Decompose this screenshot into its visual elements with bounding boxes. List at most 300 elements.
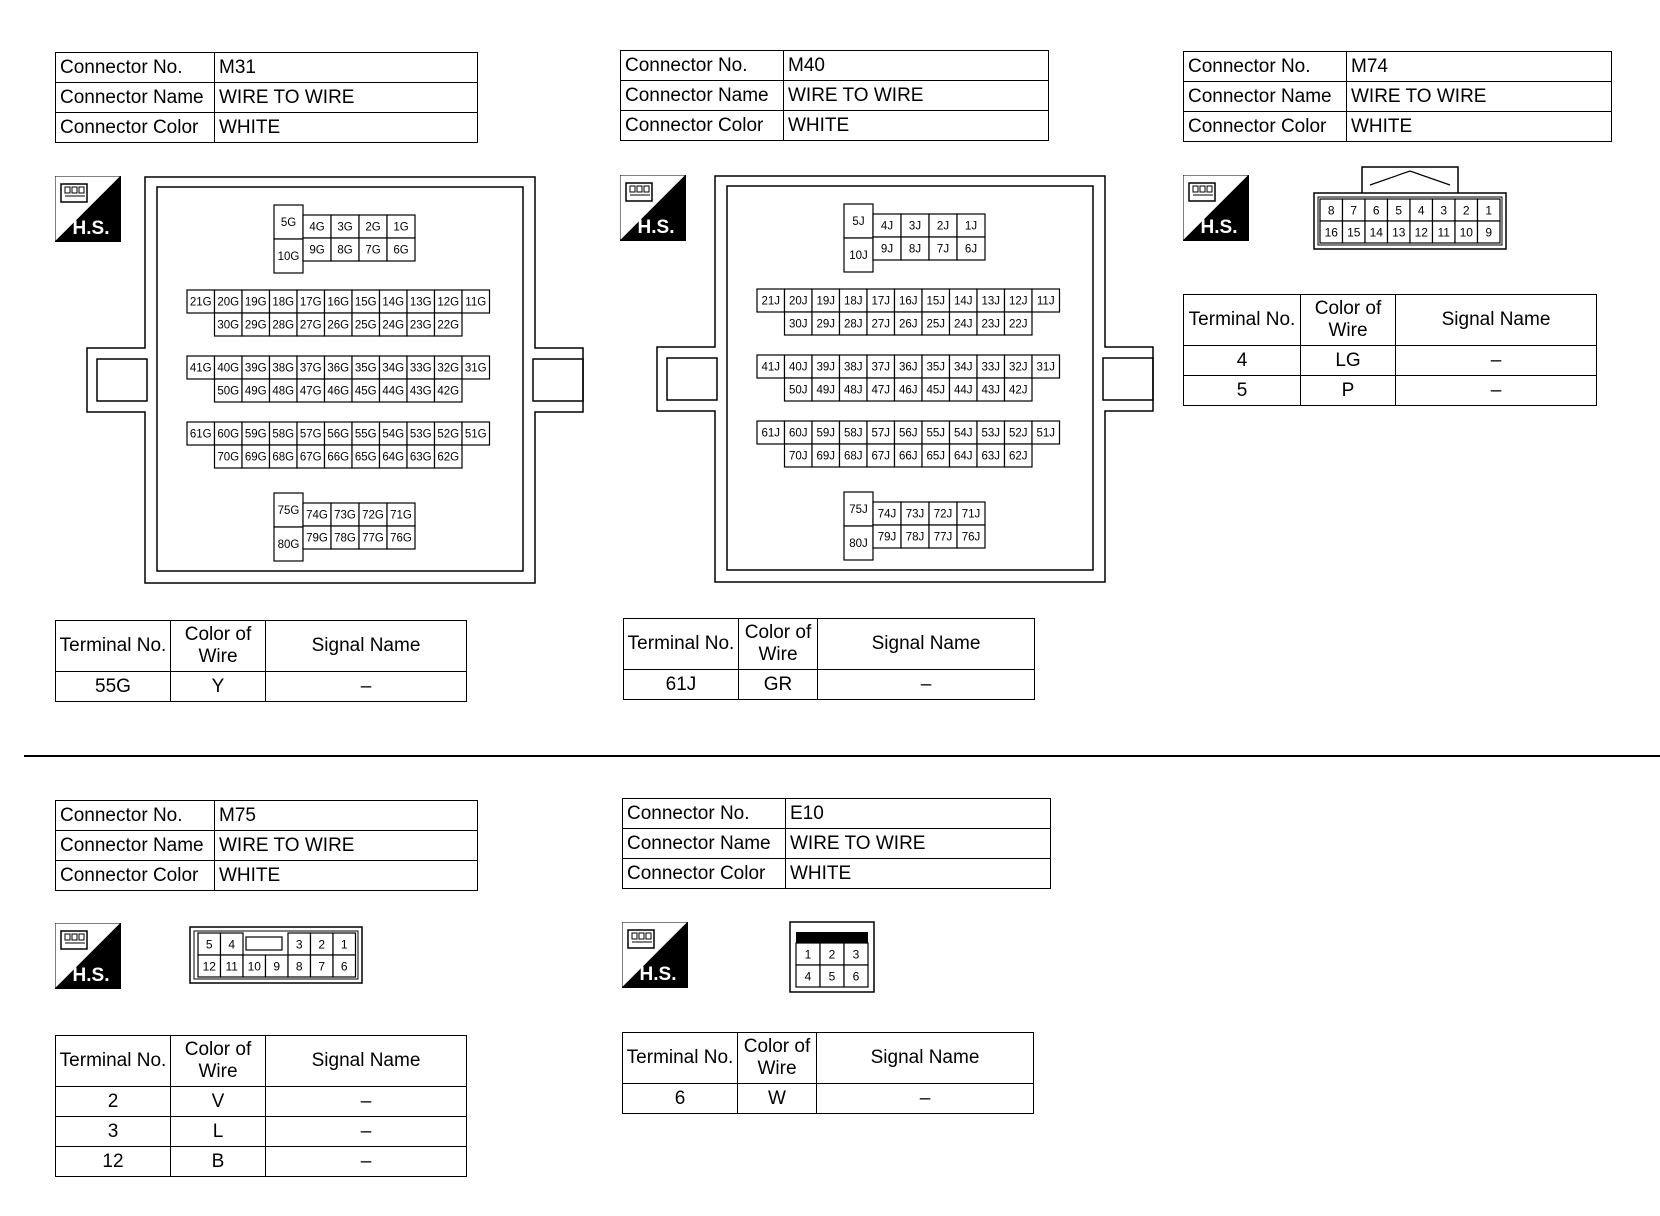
svg-text:H.S.: H.S. bbox=[637, 217, 675, 238]
terminal-pin bbox=[1320, 199, 1343, 221]
connector-m74 bbox=[1183, 51, 1612, 142]
terminal-pin-label: 49G bbox=[244, 385, 267, 398]
terminal-pin bbox=[187, 356, 215, 379]
header-signal-name: Signal Name bbox=[1396, 295, 1597, 346]
terminal-pin bbox=[407, 313, 435, 336]
terminal-no-cell: 3 bbox=[56, 1117, 171, 1147]
header-signal-name: Signal Name bbox=[266, 1036, 467, 1087]
terminal-pin-label: 9 bbox=[1485, 225, 1493, 240]
terminal-pin-label: 74J bbox=[877, 508, 897, 521]
connector-info-table bbox=[1183, 51, 1612, 142]
terminal-pin-label: 58G bbox=[272, 428, 295, 441]
terminal-pin-label: 54J bbox=[953, 427, 973, 440]
terminal-pin bbox=[950, 421, 978, 444]
terminal-pin-label: 56G bbox=[327, 428, 350, 441]
label-connector-color: Connector Color bbox=[621, 111, 784, 141]
terminal-pin bbox=[462, 356, 490, 379]
terminal-pin-label: 24G bbox=[382, 319, 405, 332]
terminal-pin-label: 8 bbox=[295, 959, 303, 974]
terminal-pin bbox=[1032, 421, 1060, 444]
terminal-pin bbox=[1478, 199, 1501, 221]
terminal-pin-label: 77G bbox=[362, 532, 384, 545]
terminal-pin bbox=[274, 493, 303, 527]
connector-no-value: M74 bbox=[1347, 52, 1612, 82]
terminal-pin bbox=[198, 933, 221, 955]
table-row bbox=[56, 1117, 467, 1147]
terminal-pin-label: 13J bbox=[981, 295, 1001, 308]
label-connector-name: Connector Name bbox=[56, 831, 215, 861]
terminal-pin-label: 43J bbox=[981, 384, 1001, 397]
terminal-pin-label: 62J bbox=[1008, 450, 1028, 463]
terminal-pin bbox=[435, 379, 463, 402]
svg-text:H.S.: H.S. bbox=[72, 218, 110, 239]
terminal-pin bbox=[1343, 199, 1366, 221]
terminal-pin bbox=[922, 289, 950, 312]
terminal-no-cell: 2 bbox=[56, 1087, 171, 1117]
wire-color-cell: GR bbox=[739, 670, 818, 700]
label-connector-no: Connector No. bbox=[56, 53, 215, 83]
terminal-pin bbox=[303, 503, 331, 526]
terminal-pin bbox=[929, 502, 957, 525]
terminal-pin bbox=[242, 290, 270, 313]
terminal-pin bbox=[215, 422, 243, 445]
terminal-table-m75 bbox=[55, 1035, 467, 1177]
terminal-pin-label: 67G bbox=[299, 451, 322, 464]
terminal-pin bbox=[873, 502, 901, 525]
terminal-pin-label: 59J bbox=[816, 427, 836, 440]
terminal-pin-label: 19J bbox=[816, 295, 836, 308]
terminal-pin-label: 24J bbox=[953, 318, 973, 331]
terminal-pin bbox=[844, 238, 873, 272]
header-signal-name: Signal Name bbox=[817, 1033, 1034, 1084]
terminal-pin-label: 10 bbox=[247, 959, 261, 974]
terminal-pin bbox=[215, 313, 243, 336]
terminal-pin bbox=[303, 526, 331, 549]
label-connector-color: Connector Color bbox=[56, 861, 215, 891]
table-row bbox=[1184, 376, 1597, 406]
terminal-pin bbox=[288, 955, 311, 977]
terminal-pin bbox=[1343, 221, 1366, 243]
terminal-pin-label: 52J bbox=[1008, 427, 1028, 440]
terminal-pin bbox=[1005, 421, 1033, 444]
terminal-pin bbox=[1410, 221, 1433, 243]
harness-side-icon bbox=[1183, 175, 1249, 241]
terminal-pin-label: 71G bbox=[390, 509, 412, 522]
terminal-pin-label: 10 bbox=[1459, 225, 1473, 240]
terminal-pin-label: 51J bbox=[1036, 427, 1056, 440]
terminal-table-header bbox=[56, 621, 467, 672]
terminal-pin bbox=[901, 237, 929, 260]
header-color-of-wire: Color of Wire bbox=[171, 621, 266, 672]
terminal-pin bbox=[198, 955, 221, 977]
connector-m75 bbox=[55, 800, 478, 891]
header-signal-name: Signal Name bbox=[266, 621, 467, 672]
terminal-pin-label: 20G bbox=[217, 296, 240, 309]
terminal-pin-label: 47G bbox=[299, 385, 322, 398]
wire-color-cell: L bbox=[171, 1117, 266, 1147]
terminal-pin-label: 79G bbox=[306, 532, 328, 545]
terminal-pin bbox=[873, 525, 901, 548]
label-connector-name: Connector Name bbox=[56, 83, 215, 113]
terminal-pin bbox=[812, 444, 840, 467]
terminal-pin bbox=[333, 955, 356, 977]
terminal-pin-label: 29G bbox=[244, 319, 267, 332]
terminal-pin bbox=[812, 355, 840, 378]
terminal-pin bbox=[435, 313, 463, 336]
terminal-pin bbox=[785, 355, 813, 378]
label-connector-no: Connector No. bbox=[623, 799, 786, 829]
terminal-pin-label: 54G bbox=[382, 428, 405, 441]
terminal-pin-label: 52G bbox=[437, 428, 460, 441]
terminal-pin-label: 44J bbox=[953, 384, 973, 397]
terminal-pin bbox=[435, 445, 463, 468]
terminal-pin bbox=[215, 356, 243, 379]
terminal-pin bbox=[242, 356, 270, 379]
terminal-pin bbox=[1455, 221, 1478, 243]
section-divider bbox=[24, 755, 1660, 757]
terminal-pin-label: 15J bbox=[926, 295, 946, 308]
terminal-pin bbox=[1005, 312, 1033, 335]
terminal-pin-label: 42G bbox=[437, 385, 460, 398]
terminal-pin-label: 3J bbox=[908, 220, 922, 233]
label-connector-name: Connector Name bbox=[623, 829, 786, 859]
terminal-pin-label: 2 bbox=[318, 937, 326, 952]
terminal-pin-label: 36J bbox=[898, 361, 918, 374]
terminal-pin bbox=[243, 955, 266, 977]
terminal-pin bbox=[325, 445, 353, 468]
terminal-pin bbox=[957, 214, 985, 237]
terminal-pin bbox=[325, 422, 353, 445]
terminal-pin bbox=[266, 955, 289, 977]
terminal-pin-label: 19G bbox=[244, 296, 267, 309]
signal-name-cell: – bbox=[1396, 376, 1597, 406]
terminal-pin bbox=[840, 289, 868, 312]
terminal-pin bbox=[387, 238, 415, 261]
terminal-pin-label: 61G bbox=[189, 428, 212, 441]
terminal-pin bbox=[895, 355, 923, 378]
terminal-pin-label: 45J bbox=[926, 384, 946, 397]
terminal-pin-label: 14 bbox=[1369, 225, 1383, 240]
terminal-pin bbox=[242, 422, 270, 445]
harness-side-icon bbox=[622, 922, 688, 988]
terminal-pin-label: 12G bbox=[437, 296, 460, 309]
header-color-of-wire: Color of Wire bbox=[1301, 295, 1396, 346]
terminal-pin bbox=[977, 444, 1005, 467]
terminal-pin-label: 17J bbox=[871, 295, 891, 308]
terminal-pin-label: 11G bbox=[465, 296, 487, 309]
terminal-pin bbox=[297, 422, 325, 445]
connector-info-table bbox=[622, 798, 1051, 889]
terminal-pin bbox=[352, 356, 380, 379]
terminal-pin-label: 76G bbox=[390, 532, 412, 545]
terminal-table-header bbox=[56, 1036, 467, 1087]
terminal-pin bbox=[462, 422, 490, 445]
terminal-pin-label: 5 bbox=[1395, 203, 1403, 218]
terminal-pin-label: 7J bbox=[936, 243, 950, 256]
terminal-pin-label: 21J bbox=[761, 295, 781, 308]
connector-name-value: WIRE TO WIRE bbox=[786, 829, 1051, 859]
terminal-pin-label: 56J bbox=[898, 427, 918, 440]
terminal-pin-label: 64J bbox=[953, 450, 973, 463]
terminal-pin-label: 64G bbox=[382, 451, 405, 464]
terminal-table-m31 bbox=[55, 620, 467, 702]
header-color-of-wire: Color of Wire bbox=[171, 1036, 266, 1087]
terminal-pin-label: 60J bbox=[788, 427, 808, 440]
terminal-pin bbox=[215, 379, 243, 402]
connector-e10 bbox=[622, 798, 1051, 889]
terminal-pin bbox=[812, 312, 840, 335]
terminal-pin bbox=[785, 421, 813, 444]
terminal-pin bbox=[895, 444, 923, 467]
terminal-pin bbox=[1410, 199, 1433, 221]
terminal-table-header bbox=[1184, 295, 1597, 346]
terminal-pin bbox=[901, 214, 929, 237]
terminal-pin bbox=[380, 290, 408, 313]
terminal-pin-label: 42J bbox=[1008, 384, 1028, 397]
terminal-pin-label: 3 bbox=[295, 937, 303, 952]
terminal-pin-label: 33G bbox=[409, 362, 432, 375]
terminal-pin bbox=[288, 933, 311, 955]
terminal-pin bbox=[867, 312, 895, 335]
terminal-pin bbox=[867, 421, 895, 444]
connector-no-value: M31 bbox=[215, 53, 478, 83]
terminal-pin-label: 5 bbox=[828, 969, 836, 984]
connector-info-table bbox=[55, 800, 478, 891]
terminal-pin-label: 35G bbox=[354, 362, 377, 375]
terminal-pin bbox=[820, 943, 844, 965]
terminal-pin bbox=[1365, 221, 1388, 243]
table-row bbox=[56, 1087, 467, 1117]
terminal-pin bbox=[929, 525, 957, 548]
label-connector-no: Connector No. bbox=[621, 51, 784, 81]
terminal-pin bbox=[895, 289, 923, 312]
terminal-pin bbox=[1005, 289, 1033, 312]
terminal-pin-label: 14G bbox=[382, 296, 405, 309]
locking-tab bbox=[796, 932, 868, 943]
terminal-pin-label: 27J bbox=[871, 318, 891, 331]
terminal-pin-label: 4 bbox=[804, 969, 812, 984]
terminal-pin bbox=[873, 237, 901, 260]
terminal-pin bbox=[844, 204, 873, 238]
terminal-pin bbox=[950, 355, 978, 378]
terminal-pin bbox=[901, 525, 929, 548]
terminal-pin-label: 45G bbox=[354, 385, 377, 398]
header-signal-name: Signal Name bbox=[818, 619, 1035, 670]
terminal-pin-label: 11 bbox=[1437, 225, 1450, 240]
terminal-pin-label: 9 bbox=[273, 959, 281, 974]
terminal-pin-label: 65J bbox=[926, 450, 946, 463]
terminal-pin-label: 66G bbox=[327, 451, 350, 464]
terminal-pin bbox=[950, 444, 978, 467]
terminal-pin-label: 38G bbox=[272, 362, 295, 375]
terminal-pin-label: 33J bbox=[981, 361, 1001, 374]
terminal-pin-label: 26G bbox=[327, 319, 350, 332]
header-terminal-no: Terminal No. bbox=[56, 1036, 171, 1087]
label-connector-no: Connector No. bbox=[56, 801, 215, 831]
svg-text:H.S.: H.S. bbox=[1200, 217, 1238, 238]
terminal-pin-label: 36G bbox=[327, 362, 350, 375]
terminal-pin-label: 9J bbox=[880, 243, 894, 256]
table-row bbox=[56, 1147, 467, 1177]
terminal-pin bbox=[840, 312, 868, 335]
locking-slot bbox=[246, 937, 282, 950]
terminal-pin bbox=[297, 356, 325, 379]
terminal-pin bbox=[352, 445, 380, 468]
connector-name-value: WIRE TO WIRE bbox=[215, 83, 478, 113]
terminal-table-e10 bbox=[622, 1032, 1034, 1114]
terminal-pin bbox=[380, 422, 408, 445]
terminal-pin bbox=[331, 503, 359, 526]
terminal-pin-label: 61J bbox=[761, 427, 781, 440]
header-terminal-no: Terminal No. bbox=[1184, 295, 1301, 346]
terminal-pin-label: 68G bbox=[272, 451, 295, 464]
terminal-pin-label: 37J bbox=[871, 361, 891, 374]
terminal-pin bbox=[325, 379, 353, 402]
terminal-pin bbox=[757, 421, 785, 444]
terminal-pin bbox=[1388, 221, 1411, 243]
wire-color-cell: B bbox=[171, 1147, 266, 1177]
terminal-pin-label: 1G bbox=[393, 221, 409, 234]
terminal-pin bbox=[359, 503, 387, 526]
terminal-pin-label: 49J bbox=[816, 384, 836, 397]
terminal-pin bbox=[1005, 378, 1033, 401]
terminal-pin-label: 43G bbox=[409, 385, 432, 398]
terminal-pin bbox=[380, 356, 408, 379]
terminal-pin-label: 4 bbox=[228, 937, 236, 952]
terminal-pin bbox=[796, 943, 820, 965]
connector-name-value: WIRE TO WIRE bbox=[215, 831, 478, 861]
terminal-pin-label: 25J bbox=[926, 318, 946, 331]
svg-text:H.S.: H.S. bbox=[72, 965, 110, 986]
terminal-pin-label: 4G bbox=[309, 221, 325, 234]
terminal-pin-label: 69J bbox=[816, 450, 836, 463]
terminal-pin-label: 23J bbox=[981, 318, 1001, 331]
terminal-pin-label: 44G bbox=[382, 385, 405, 398]
terminal-pin bbox=[929, 237, 957, 260]
wire-color-cell: V bbox=[171, 1087, 266, 1117]
header-terminal-no: Terminal No. bbox=[623, 1033, 738, 1084]
terminal-pin bbox=[270, 445, 298, 468]
terminal-pin-label: 63J bbox=[981, 450, 1001, 463]
terminal-pin bbox=[844, 943, 868, 965]
terminal-pin-label: 6 bbox=[852, 969, 860, 984]
terminal-pin-label: 3 bbox=[1440, 203, 1448, 218]
table-row bbox=[56, 672, 467, 702]
terminal-no-cell: 55G bbox=[56, 672, 171, 702]
terminal-pin bbox=[270, 356, 298, 379]
terminal-pin-label: 28G bbox=[272, 319, 295, 332]
terminal-pin bbox=[922, 378, 950, 401]
terminal-pin-label: 80G bbox=[277, 539, 300, 552]
terminal-pin-label: 76J bbox=[961, 531, 981, 544]
terminal-pin-label: 34G bbox=[382, 362, 405, 375]
signal-name-cell: – bbox=[266, 1147, 467, 1177]
header-terminal-no: Terminal No. bbox=[56, 621, 171, 672]
terminal-pin-label: 74G bbox=[306, 509, 328, 522]
connector-e10-face-diagram bbox=[788, 920, 878, 995]
terminal-pin-label: 10J bbox=[849, 250, 868, 263]
terminal-pin bbox=[950, 378, 978, 401]
terminal-pin bbox=[867, 444, 895, 467]
connector-m75-face-diagram bbox=[188, 925, 368, 989]
terminal-pin bbox=[820, 965, 844, 987]
terminal-pin bbox=[796, 965, 820, 987]
terminal-pin bbox=[331, 526, 359, 549]
wire-color-cell: P bbox=[1301, 376, 1396, 406]
terminal-pin bbox=[380, 445, 408, 468]
label-connector-color: Connector Color bbox=[56, 113, 215, 143]
terminal-pin bbox=[325, 356, 353, 379]
terminal-pin-label: 37G bbox=[299, 362, 322, 375]
terminal-pin bbox=[274, 205, 303, 239]
terminal-pin bbox=[380, 313, 408, 336]
connector-no-value: M75 bbox=[215, 801, 478, 831]
terminal-pin bbox=[359, 215, 387, 238]
terminal-table bbox=[623, 618, 1035, 700]
signal-name-cell: – bbox=[266, 672, 467, 702]
terminal-pin-label: 7 bbox=[318, 959, 326, 974]
terminal-pin bbox=[325, 313, 353, 336]
terminal-pin-label: 77J bbox=[933, 531, 953, 544]
terminal-pin bbox=[352, 290, 380, 313]
terminal-pin bbox=[1388, 199, 1411, 221]
terminal-pin bbox=[359, 238, 387, 261]
header-color-of-wire: Color of Wire bbox=[738, 1033, 817, 1084]
terminal-pin bbox=[407, 445, 435, 468]
terminal-pin-label: 31G bbox=[464, 362, 487, 375]
terminal-pin-label: 51G bbox=[464, 428, 487, 441]
terminal-no-cell: 6 bbox=[623, 1084, 738, 1114]
connector-name-value: WIRE TO WIRE bbox=[784, 81, 1049, 111]
connector-name-value: WIRE TO WIRE bbox=[1347, 82, 1612, 112]
terminal-pin bbox=[274, 239, 303, 273]
harness-side-icon bbox=[55, 923, 121, 989]
terminal-table-m40 bbox=[623, 618, 1035, 700]
terminal-pin bbox=[242, 445, 270, 468]
terminal-pin-label: 23G bbox=[409, 319, 432, 332]
terminal-pin-label: 75G bbox=[277, 505, 300, 518]
terminal-pin bbox=[922, 444, 950, 467]
terminal-pin bbox=[407, 422, 435, 445]
connector-color-value: WHITE bbox=[215, 861, 478, 891]
terminal-pin-label: 40J bbox=[788, 361, 808, 374]
terminal-pin-label: 31J bbox=[1036, 361, 1056, 374]
terminal-pin-label: 16 bbox=[1324, 225, 1338, 240]
terminal-pin bbox=[380, 379, 408, 402]
terminal-pin bbox=[352, 422, 380, 445]
terminal-pin-label: 46G bbox=[327, 385, 350, 398]
terminal-pin bbox=[895, 312, 923, 335]
terminal-pin-label: 6 bbox=[340, 959, 348, 974]
terminal-pin-label: 70J bbox=[788, 450, 808, 463]
terminal-pin-label: 75J bbox=[849, 504, 868, 517]
terminal-no-cell: 12 bbox=[56, 1147, 171, 1177]
terminal-pin-label: 6 bbox=[1372, 203, 1380, 218]
terminal-pin bbox=[270, 313, 298, 336]
connector-m40-face-diagram bbox=[655, 174, 1155, 594]
connector-m74-face-diagram bbox=[1310, 165, 1510, 255]
terminal-pin bbox=[922, 421, 950, 444]
terminal-pin bbox=[895, 421, 923, 444]
terminal-pin-label: 8 bbox=[1327, 203, 1335, 218]
terminal-pin bbox=[867, 289, 895, 312]
terminal-pin bbox=[957, 502, 985, 525]
terminal-pin-label: 1J bbox=[964, 220, 978, 233]
connector-color-value: WHITE bbox=[215, 113, 478, 143]
terminal-pin-label: 12 bbox=[202, 959, 216, 974]
terminal-table bbox=[622, 1032, 1034, 1114]
terminal-pin-label: 47J bbox=[871, 384, 891, 397]
